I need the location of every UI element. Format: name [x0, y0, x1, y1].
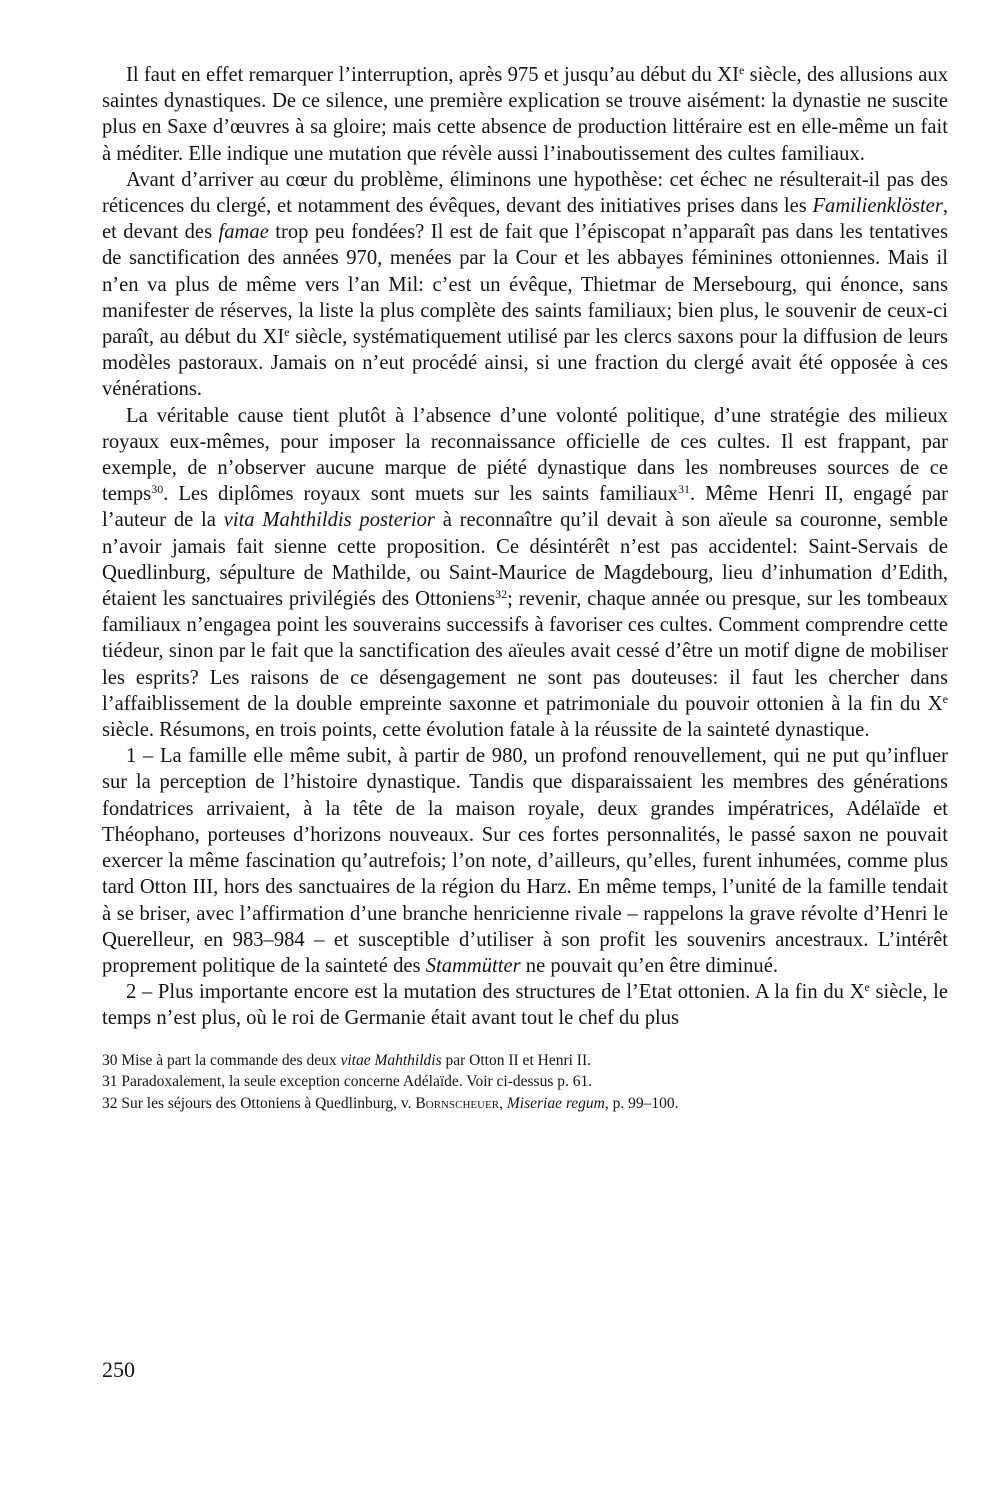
footnote-32: [102, 1093, 948, 1115]
text-run: , et devant des: [102, 195, 948, 244]
text-run: , p. 99–100.: [604, 1094, 679, 1112]
text-run: Avant d’arriver au cœur du problème, éliminons une hypothèse: cet échec ne résulterait-il pas des réticences du clergé, et notamment des évêques, devant des initiatives prises dans les: [102, 168, 948, 218]
italic-text: Stammütter: [425, 954, 521, 977]
text-run: 30 Mise à part la commande des deux: [102, 1051, 341, 1069]
text-run: ,: [499, 1094, 507, 1112]
text-run: 32 Sur les séjours des Ottoniens à Quedlinburg, v.: [102, 1094, 416, 1112]
footnotes: [102, 1050, 948, 1115]
superscript: 30: [151, 482, 164, 497]
author-name: Bornscheuer: [415, 1094, 500, 1112]
text-run: siècle, systématiquement utilisé par les clercs saxons pour la diffusion de leurs modèles pastoraux. Jamais on n’eut procédé ainsi, si une fraction du clergé avait été opposée à ces vénérations.: [102, 326, 948, 401]
text-run: trop peu fondées? Il est de fait que l’épiscopat n’apparaît pas dans les tentatives de sanctification des années 970, menées par la Cour et les abbayes féminines ottoniennes. Mais il n’en va plus de même vers l’an Mil: c’est un évêque, Thietmar de Mersebourg, qui énonce, sans manifester de réserves, la liste la plus complète des saints familiaux; bien plus, le souvenir de ceux-ci paraît, au début du XI: [102, 221, 948, 349]
italic-text: vitae Mahthildis: [340, 1051, 442, 1069]
italic-text: Familienklöster: [812, 195, 943, 218]
superscript: e: [864, 980, 870, 995]
page-number: 250: [102, 1357, 135, 1382]
superscript: e: [284, 325, 290, 340]
paragraph: [102, 403, 948, 744]
footnote-31: [102, 1071, 948, 1093]
text-run: 1 – La famille elle même subit, à partir de 980, un profond renouvellement, qui ne put qu’influer sur la perception de l’histoire dynastique. Tandis que disparaissaient les membres des générations fondatrices arrivaient, à la tête de la maison royale, deux grandes impératrices, Adélaïde et Théophano, porteuses d’horizons nouveaux. Sur ces fortes personnalités, le passé saxon ne pouvait exercer la même fascination qu’autrefois; l’on note, d’ailleurs, qu’elles, furent inhumées, comme plus tard Otton III, hors des sanctuaires de la région du Harz. En même temps, l’unité de la famille tendait à se briser, avec l’affirmation d’une branche henricienne rivale – rappelons la grave révolte d’Henri le Querelleur, en 983–984 – et susceptible d’utiliser à son profit les souvenirs ancestraux. L’intérêt proprement politique de la sainteté des: [102, 745, 948, 977]
text-run: à reconnaître qu’il devait à son aïeule sa couronne, semble n’avoir jamais fait sienne cette proposition. Ce désintérêt n’est pas accidentel: Saint-Servais de Quedlinburg, sépulture de Mathilde, ou Saint-Maurice de Magdebourg, lieu d’inhumation d’Edith, étaient les sanctuaires privilégiés des Ottoniens: [102, 509, 949, 611]
text-run: siècle, le temps n’est plus, où le roi de Germanie était avant tout le chef du plus: [102, 981, 949, 1030]
text-run: . Les diplômes royaux sont muets sur les saints familiaux: [163, 483, 678, 506]
text-run: La véritable cause tient plutôt à l’absence d’une volonté politique, d’une stratégie des milieux royaux eux-mêmes, pour imposer la reconnaissance officielle de ces cultes. Il est frappant, par exemple, de n’observer aucune marque de piété dynastique dans les nombreuses sources de ce temps: [102, 404, 948, 506]
superscript: e: [942, 691, 948, 706]
superscript: 32: [495, 587, 508, 602]
footnote-30: [102, 1050, 948, 1072]
paragraph: [102, 979, 948, 1031]
text-run: siècle. Résumons, en trois points, cette évolution fatale à la réussite de la sainteté dynastique.: [102, 719, 870, 742]
superscript: 31: [677, 482, 690, 497]
text-run: Il faut en effet remarquer l’interruption, après 975 et jusqu’au début du XI: [126, 64, 739, 86]
italic-text: Miseriae regum: [506, 1094, 605, 1112]
paragraph: [102, 62, 948, 167]
text-run: ne pouvait qu’en être diminué.: [520, 954, 778, 977]
paragraph: [102, 743, 948, 979]
text-run: par Otton II et Henri II.: [441, 1051, 591, 1069]
italic-text: famae: [218, 221, 269, 244]
text-run: 31 Paradoxalement, la seule exception concerne Adélaïde. Voir ci-dessus p. 61.: [102, 1073, 593, 1091]
page-content: [102, 62, 948, 1114]
text-run: . Même Henri II, engagé par l’auteur de la: [102, 483, 948, 532]
text-run: ; revenir, chaque année ou presque, sur les tombeaux familiaux n’engagea point les souverains successifs à favoriser ces cultes. Comment comprendre cette tiédeur, sinon par le fait que la sanctification des aïeules avait cessé d’être un motif digne de mobiliser les esprits? Les raisons de ce désengagement ne sont pas douteuses: il faut les chercher dans l’affaiblissement de la double empreinte saxonne et patrimoniale du pouvoir ottonien à la fin du X: [102, 588, 948, 715]
paragraph: [102, 167, 948, 403]
text-run: siècle, des allusions aux saintes dynastiques. De ce silence, une première explication se trouve aisément: la dynastie ne suscite plus en Saxe d’œuvres à sa gloire; mais cette absence de production littéraire est en elle-même un fait à méditer. Elle indique une mutation que révèle aussi l’inaboutissement des cultes familiaux.: [102, 64, 948, 165]
superscript: e: [738, 63, 745, 77]
body-text: [102, 62, 948, 1032]
italic-text: vita Mahthildis posterior: [223, 509, 435, 532]
text-run: 2 – Plus importante encore est la mutation des structures de l’Etat ottonien. A la fin du X: [126, 981, 865, 1004]
